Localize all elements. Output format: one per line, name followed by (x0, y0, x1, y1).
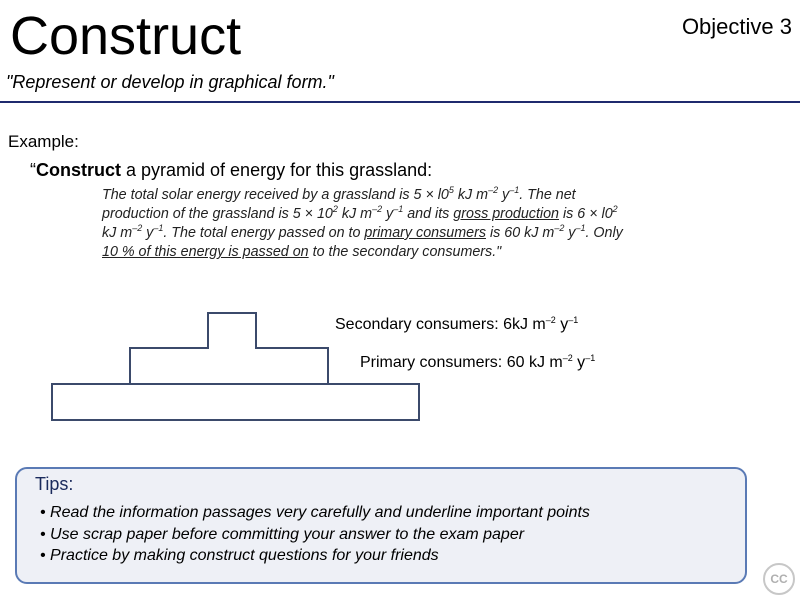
pyramid-tier-secondary-top (207, 312, 257, 349)
header-divider (0, 101, 800, 103)
tip-item: • Practice by making construct questions for your friends (40, 547, 439, 564)
primary-consumers-label: Primary consumers: 60 kJ $m^{-2}$ $y^{-1}$ (360, 353, 596, 371)
cc-text: CC (770, 572, 788, 586)
underlined-ten-percent: 10 % of this energy is passed on (102, 244, 309, 260)
command-word: Construct (36, 160, 121, 180)
page-title: Construct (10, 6, 242, 66)
tip-item: • Use scrap paper before committing your answer to the exam paper (40, 526, 525, 543)
pyramid-tier-primary (129, 347, 329, 385)
open-quote: “ (30, 160, 36, 180)
tip-item: • Read the information passages very carefully and underline important points (40, 504, 590, 521)
example-label: Example: (8, 132, 79, 151)
question-lead (30, 160, 432, 181)
secondary-consumers-label: Secondary consumers: 6kJ $m^{-2}$ $y^{-1}$ (335, 315, 579, 333)
underlined-gross-production: gross production (453, 206, 559, 222)
objective-label: Objective 3 (681, 14, 792, 39)
question-lead-rest: a pyramid of energy for this grassland: (121, 160, 433, 180)
definition-text: "Represent or develop in graphical form." (6, 72, 334, 92)
information-passage: The total solar energy received by a grassland is $5 \times l0^5$ kJ $m^{-2}$ $y^{-1}$. The net production of the grassland is $5 \times 10^2$ kJ $m^{-2}$ $y^{-1}$ and its gross production is $6 \times l0^2$ kJ $m^{-2}$ $y^{-1}$. The total energy passed on to primary consumers is 60 kJ $m^{-2}$ $y^{-1}$. Only 10 % of this energy is passed on to the secondary consumers." (102, 185, 623, 260)
cc-icon (763, 563, 795, 595)
pyramid-tier-producers (51, 383, 420, 421)
underlined-primary-consumers: primary consumers (364, 225, 486, 241)
tips-title: Tips: (35, 474, 74, 494)
